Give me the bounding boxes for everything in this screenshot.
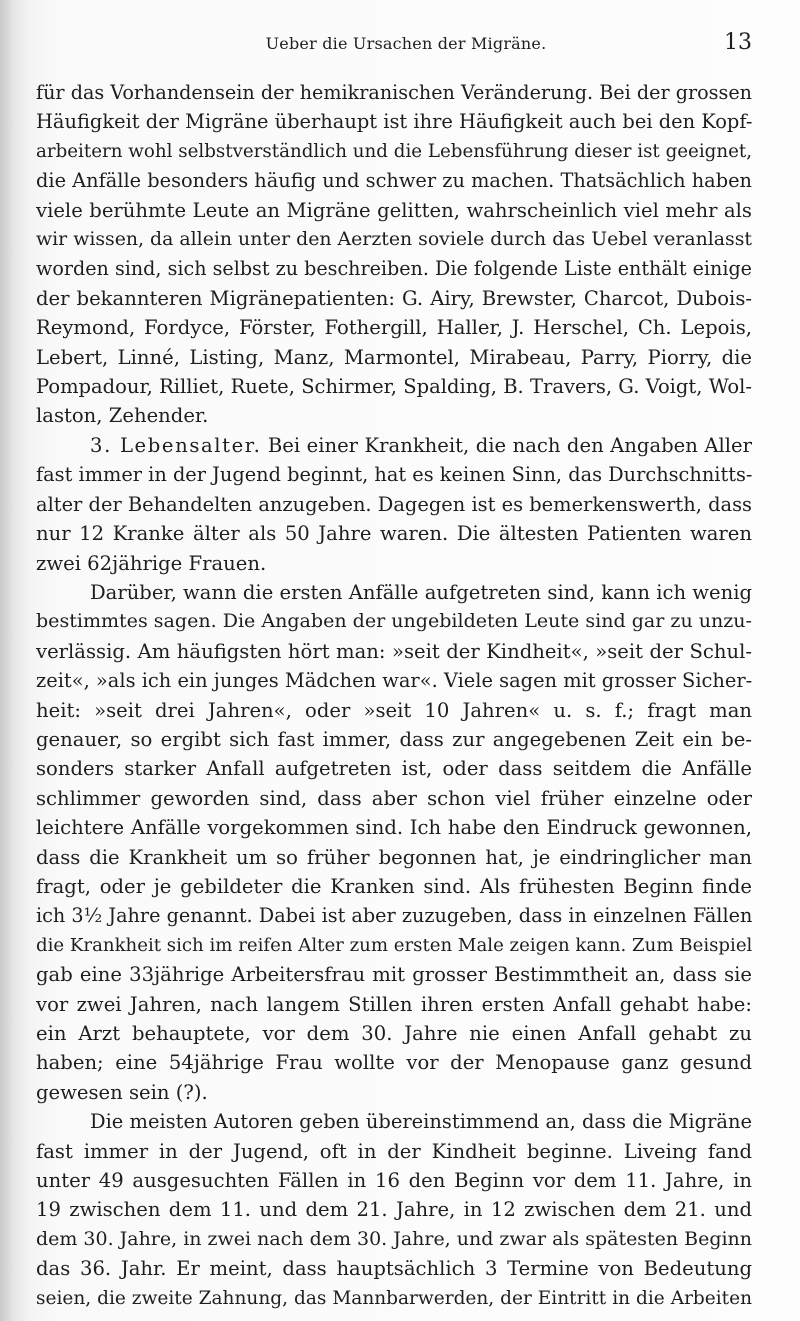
text-line: Die meisten Autoren geben übereinstimmend an, dass die Migräne — [90, 1110, 752, 1134]
text-line: Reymond, Fordyce, Förster, Fothergill, Haller, J. Herschel, Ch. Lepois, — [36, 316, 752, 340]
page-number: 13 — [724, 30, 752, 55]
text-line: Pompadour, Rilliet, Ruete, Schirmer, Spalding, B. Travers, G. Voigt, Wol- — [36, 375, 752, 399]
text-line: viele berühmte Leute an Migräne gelitten, wahrscheinlich viel mehr als — [36, 198, 752, 222]
text-line: fragt, oder je gebildeter die Kranken sind. Als frühesten Beginn finde — [36, 874, 752, 898]
text-line: gab eine 33jährige Arbeitersfrau mit grosser Bestimmtheit an, dass sie — [36, 963, 752, 987]
text-line: leichtere Anfälle vorgekommen sind. Ich habe den Eindruck gewonnen, — [36, 816, 752, 840]
paragraph-1 — [36, 78, 752, 431]
section-heading: 3. Lebensalter. — [90, 433, 262, 457]
text-line: arbeitern wohl selbstverständlich und die Lebensführung dieser ist geeignet, — [36, 140, 752, 162]
text-line: genauer, so ergibt sich fast immer, dass zur angegebenen Zeit ein be- — [36, 727, 752, 751]
text-line: Darüber, wann die ersten Anfälle aufgetreten sind, kann ich wenig — [90, 580, 752, 604]
text-line-rest: Bei einer Krankheit, die nach den Angaben Aller — [261, 433, 753, 457]
text-line: zeit«, »als ich ein junges Mädchen war«. Viele sagen mit grosser Sicher- — [36, 669, 753, 693]
text-line: 19 zwischen dem 11. und dem 21. Jahre, in 12 zwischen dem 21. und — [36, 1198, 752, 1222]
text-line: unter 49 ausgesuchten Fällen in 16 den Beginn vor dem 11. Jahre, in — [36, 1169, 752, 1193]
text-line: für das Vorhandensein der hemikranischen Veränderung. Bei der grossen — [36, 81, 752, 104]
paragraph-4 — [36, 1107, 752, 1313]
text-line: alter der Behandelten anzugeben. Dagegen ist es bemerkenswerth, dass — [36, 492, 752, 516]
text-line: fast immer in der Jugend beginnt, hat es keinen Sinn, das Durchschnitts- — [36, 463, 753, 487]
text-line: seien, die zweite Zahnung, das Mannbarwerden, der Eintritt in die Arbeiten — [36, 1287, 752, 1309]
text-line: nur 12 Kranke älter als 50 Jahre waren. Die ältesten Patienten waren — [36, 522, 752, 546]
text-line: verlässig. Am häufigsten hört man: »seit der Kindheit«, »seit der Schul- — [36, 639, 752, 663]
text-line: fast immer in der Jugend, oft in der Kindheit beginne. Liveing fand — [36, 1139, 752, 1163]
paragraph-3 — [36, 578, 752, 1107]
text-line: gewesen sein (?). — [36, 1080, 208, 1104]
text-line: Lebert, Linné, Listing, Manz, Marmontel, Mirabeau, Parry, Piorry, die — [36, 345, 752, 369]
text-line: dem 30. Jahre, in zwei nach dem 30. Jahre, und zwar als spätesten Beginn — [36, 1227, 752, 1250]
body-text — [36, 78, 752, 1313]
text-line: worden sind, sich selbst zu beschreiben. Die folgende Liste enthält einige — [36, 257, 752, 281]
text-line: Häufigkeit der Migräne überhaupt ist ihre Häufigkeit auch bei den Kopf- — [36, 110, 753, 134]
text-line: das 36. Jahr. Er meint, dass hauptsächlich 3 Termine von Bedeutung — [36, 1257, 752, 1281]
text-line: vor zwei Jahren, nach langem Stillen ihren ersten Anfall gehabt habe: — [36, 992, 752, 1016]
page-header — [60, 30, 752, 60]
text-line: dass die Krankheit um so früher begonnen hat, je eindringlicher man — [36, 845, 752, 869]
text-line: laston, Zehender. — [36, 404, 209, 428]
text-line: haben; eine 54jährige Frau wollte vor der Menopause ganz gesund — [36, 1051, 752, 1075]
text-line — [36, 431, 752, 460]
text-line: wir wissen, da allein unter den Aerzten soviele durch das Uebel veranlasst — [36, 228, 752, 251]
text-line: ich 3½ Jahre genannt. Dabei ist aber zuzugeben, dass in einzelnen Fällen — [36, 904, 753, 928]
text-line: der bekannteren Migränepatienten: G. Airy, Brewster, Charcot, Dubois- — [36, 286, 752, 310]
text-line: die Anfälle besonders häufig und schwer zu machen. Thatsächlich haben — [36, 169, 752, 193]
paragraph-2 — [36, 431, 752, 578]
text-line: heit: »seit drei Jahren«, oder »seit 10 Jahren« u. s. f.; fragt man — [36, 698, 752, 722]
text-line: ein Arzt behauptete, vor dem 30. Jahre nie einen Anfall gehabt zu — [36, 1022, 752, 1045]
text-line: zwei 62jährige Frauen. — [36, 551, 267, 575]
text-line: bestimmtes sagen. Die Angaben der ungebildeten Leute sind gar zu unzu- — [36, 610, 752, 633]
running-title: Ueber die Ursachen der Migräne. — [265, 34, 547, 53]
text-line: sonders starker Anfall aufgetreten ist, oder dass seitdem die Anfälle — [36, 757, 752, 781]
text-line: schlimmer geworden sind, dass aber schon viel früher einzelne oder — [36, 786, 752, 810]
text-line: die Krankheit sich im reifen Alter zum ersten Male zeigen kann. Zum Beispiel — [36, 934, 753, 956]
